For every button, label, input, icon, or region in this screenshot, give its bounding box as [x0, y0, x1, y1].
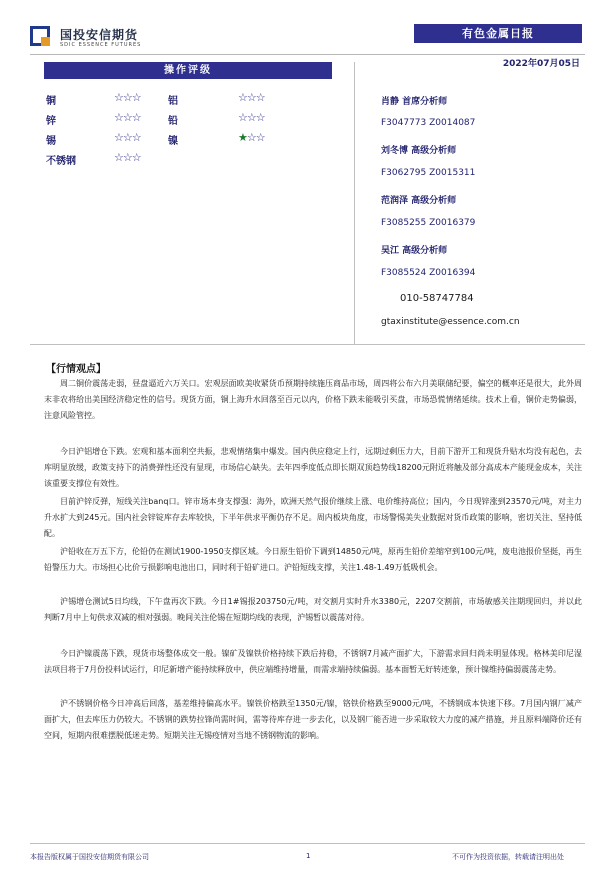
- paragraph-stainless: 沪不锈钢价格今日冲高后回落，基差维持偏高水平。镍铁价格跌至1350元/镍，铬铁价格跌至9000元/吨，不锈钢成本快速下移。7月国内钢厂减产面扩大，但去库压力仍较大。不锈钢的跌势拉锋尚需时间，需等待库存进一步去化，以及钢厂能否进一步采取较大力度的减产措施，并且原料端降价还有空间，短期内很难摆脱低迷走势。短期关注无锡疫情对当地不锈钢物流的影响。: [44, 699, 582, 740]
- paragraph-lead: 沪铅收在万五下方，伦铅仍在测试1900-1950支撑区域。今日原生铅价下调到14850元/吨，原再生铅价差缩窄到100元/吨，废电池报价坚挺，再生铅警压力大。市场担心比价亏损影响电池出口，同时利于铅矿进口。沪铅短线支撑，关注1.48-1.49万低吸机会。: [44, 547, 582, 572]
- paragraph-nickel: 今日沪镍震荡下跌，现货市场整体成交一般。镍矿及镍铁价格持续下跌后持稳，不锈钢7月减产面扩大，下游需求回归尚未明显体现。格林美印尼湿法项目将于7月份投料试运行，印尼新增产能持续释放中，供应端维持增量，而需求端持续偏弱。基本面暂无好转迹象，预计镍维持偏弱震荡走势。: [44, 649, 582, 674]
- rating-label-lead: 铅: [168, 116, 178, 127]
- footer-page-number: 1: [306, 852, 311, 860]
- rating-label-nickel: 镍: [168, 136, 178, 147]
- paragraph-zinc: 目前沪锌反弹，短线关注banq口。锌市场本身支撑强：海外，欧洲天然气报价继续上涨、电价维持高位；国内，今日现锌涨到23570元/吨，对主力升水扩大到245元。国内社会锌锭库存去库较快，下半年供求平衡仍存不足。周内板块角度，市场警惕美失业数据对货币政策的影响，密切关注、坚持低配。: [44, 497, 582, 538]
- rating-label-tin: 锡: [46, 136, 56, 147]
- rating-star-filled: ★: [238, 131, 247, 144]
- rating-stars-zinc: ☆☆☆: [114, 111, 141, 124]
- section-divider: [30, 344, 585, 345]
- brand-name: 国投安信期货: [60, 28, 139, 42]
- rating-stars-nickel: [238, 131, 265, 144]
- rating-label-copper: 铜: [46, 96, 56, 107]
- contact-email[interactable]: gtaxinstitute@essence.com.cn: [381, 317, 520, 327]
- paragraph-copper: 周二铜价震荡走弱，昼盘逼近六万关口。宏观层面欧美收紧货币预期持续施压商品市场，周四将公布六月美联储纪要，偏空的概率还是很大，此外周末非农将给出美国经济稳定性的信号。现货方面，铜上海升水回落至百元以内，价格下跌未能吸引买盘，市场恐慌情绪延续。技术上看，铜价走势偏弱，注意风险管控。: [44, 379, 582, 420]
- rating-stars-copper: ☆☆☆: [114, 91, 141, 104]
- paragraph-aluminum: 今日沪铝增仓下跌。宏观和基本面利空共振，悲观情绪集中爆发。国内供应稳定上行，远期过剩压力大，目前下游开工和现货升贴水均没有起色，去库明显放缓，政策支持下的消费弹性还没有显现，市场信心缺失。去年四季度低点即长期双顶趋势线18200元附近将触及部分高成本产能现金成本，关注该重要支撑位有效性。: [44, 447, 582, 488]
- analyst-name: 范润泽 高级分析师: [381, 196, 457, 206]
- paragraph-tin: 沪锡增仓测试5日均线，下午盘再次下跌。今日1#锡报203750元/吨，对交割月实时升水3380元，2207交割前，市场敏感关注期现回归，并以此判断7月中上旬供求双减的相对强弱。晚间关注伦锡在短期均线的表现，沪锡暂以震荡对待。: [44, 597, 582, 622]
- analyst-license: F3047773 Z0014087: [381, 118, 476, 128]
- analyst-license: F3062795 Z0015311: [381, 168, 476, 178]
- rating-star-empty: ☆☆: [246, 131, 265, 144]
- report-type-badge: 有色金属日报: [414, 24, 582, 43]
- brand-name-en: SDIC ESSENCE FUTURES: [60, 42, 142, 48]
- footer-divider: [30, 843, 585, 844]
- rating-label-stainless: 不锈钢: [46, 156, 76, 167]
- header-divider: [30, 54, 585, 55]
- section-title: 【行情观点】: [46, 364, 106, 375]
- analyst-name: 肖静 首席分析师: [381, 97, 448, 107]
- brand-logo-mark: [30, 26, 50, 46]
- rating-stars-stainless: ☆☆☆: [114, 151, 141, 164]
- analyst-name: 刘冬博 高级分析师: [381, 146, 457, 156]
- rating-stars-aluminum: ☆☆☆: [238, 91, 265, 104]
- footer-copyright: 本报告版权属于国投安信期货有限公司: [30, 853, 149, 861]
- rating-panel-title: 操作评级: [44, 62, 332, 79]
- rating-stars-tin: ☆☆☆: [114, 131, 141, 144]
- panel-divider: [354, 62, 355, 344]
- rating-stars-lead: ☆☆☆: [238, 111, 265, 124]
- report-date: 2022年07月05日: [502, 59, 580, 69]
- analyst-license: F3085255 Z0016379: [381, 218, 476, 228]
- rating-label-zinc: 锌: [46, 116, 56, 127]
- footer-disclaimer: 不可作为投资依据，转载请注明出处: [452, 853, 564, 861]
- analyst-name: 吴江 高级分析师: [381, 246, 448, 256]
- contact-phone: 010-58747784: [400, 293, 474, 304]
- analyst-license: F3085524 Z0016394: [381, 268, 476, 278]
- rating-label-aluminum: 铝: [168, 96, 178, 107]
